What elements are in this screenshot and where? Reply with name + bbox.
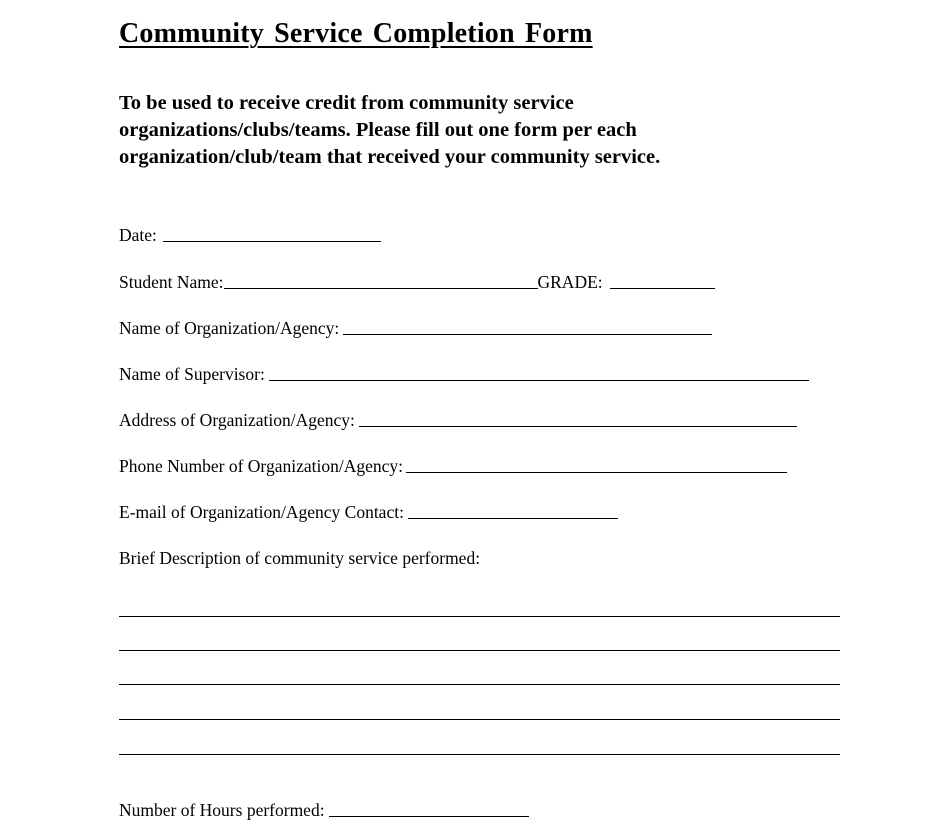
form-instructions <box>119 90 819 171</box>
hours-row <box>119 800 529 821</box>
organization-address-label: Address of Organization/Agency: <box>119 410 355 430</box>
form-title: Community Service Completion Form <box>119 18 593 49</box>
hours-field[interactable] <box>329 816 529 817</box>
date-field[interactable] <box>163 241 381 242</box>
address-row <box>119 410 797 431</box>
organization-phone-label: Phone Number of Organization/Agency: <box>119 456 403 476</box>
contact-email-label: E-mail of Organization/Agency Contact: <box>119 502 404 522</box>
student-name-field[interactable] <box>224 288 538 289</box>
organization-name-field[interactable] <box>343 334 712 335</box>
grade-label: GRADE: <box>537 272 603 292</box>
description-row <box>119 548 480 569</box>
instructions-line: organizations/clubs/teams. Please fill out one form per each <box>119 119 637 141</box>
description-line-4[interactable] <box>119 719 840 720</box>
student-name-label: Student Name: <box>119 272 224 292</box>
instructions-line: To be used to receive credit from community service <box>119 92 574 114</box>
organization-address-field[interactable] <box>359 426 797 427</box>
organization-name-label: Name of Organization/Agency: <box>119 318 340 338</box>
date-row <box>119 225 381 246</box>
organization-phone-field[interactable] <box>406 472 787 473</box>
description-line-5[interactable] <box>119 754 840 755</box>
instructions-line: organization/club/team that received your community service. <box>119 146 661 168</box>
supervisor-row <box>119 364 809 385</box>
phone-row <box>119 456 787 477</box>
email-row <box>119 502 618 523</box>
hours-label: Number of Hours performed: <box>119 800 325 820</box>
grade-field[interactable] <box>610 288 715 289</box>
organization-row <box>119 318 712 339</box>
date-label: Date: <box>119 225 157 245</box>
description-label: Brief Description of community service performed: <box>119 548 481 568</box>
description-line-2[interactable] <box>119 650 840 651</box>
description-line-1[interactable] <box>119 616 840 617</box>
student-row <box>119 272 715 293</box>
supervisor-name-label: Name of Supervisor: <box>119 364 265 384</box>
supervisor-name-field[interactable] <box>269 380 809 381</box>
description-line-3[interactable] <box>119 684 840 685</box>
contact-email-field[interactable] <box>408 518 618 519</box>
